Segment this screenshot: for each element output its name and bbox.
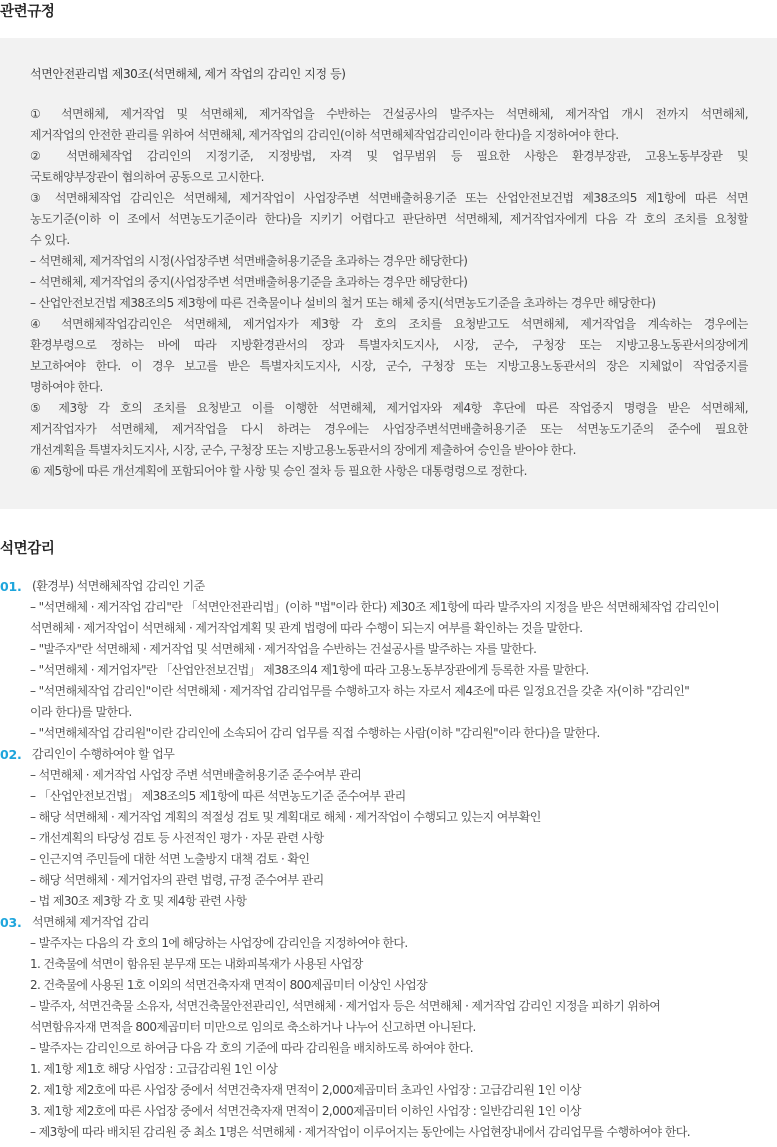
- section-03: [0, 912, 777, 1143]
- list-item: 3. 제1항 제2호에 따른 사업장 중에서 석면건축자재 면적이 2,000제곱미터 이하인 사업장 : 일반감리원 1인 이상: [30, 1104, 581, 1118]
- section-header: [0, 912, 777, 933]
- regulation-line: 농도기준(이하 이 조에서 석면농도기준이라 한다)을 지키기 어렵다고 판단하면 석면해체, 제거작업자에게 다음 각 호의 조치를 요청할: [30, 212, 748, 226]
- list-item: – "석면해체 · 제거작업 감리"란 「석면안전관리법」(이하 "법"이라 한다) 제30조 제1항에 따라 발주자의 지정을 받은 석면해체작업 감리인이: [30, 600, 720, 614]
- regulation-line: 명하여야 한다.: [30, 380, 103, 394]
- regulation-line: ⑤ 제3항 각 호의 조치를 요청받고 이를 이행한 석면해체, 제거업자와 제4항 후단에 따른 작업중지 명령을 받은 석면해체,: [30, 401, 748, 415]
- regulation-title: 석면안전관리법 제30조(석면해체, 제거 작업의 감리인 지정 등): [30, 67, 346, 81]
- list-item: – "석면해체작업 감리원"이란 감리인에 소속되어 감리 업무를 직접 수행하는 사람(이하 "감리원"이라 한다)을 말한다.: [30, 726, 600, 740]
- regulation-line: ③ 석면해체작업 감리인은 석면해체, 제거작업이 사업장주변 석면배출허용기준 또는 산업안전보건법 제38조의5 제1항에 따른 석면: [30, 191, 748, 205]
- section-heading-asbestos-supervision: 석면감리: [0, 541, 55, 557]
- section-number: 01.: [0, 579, 22, 594]
- list-item: – 발주자, 석면건축물 소유자, 석면건축물안전관리인, 석면해체 · 제거업자 등은 석면해체 · 제거작업 감리인 지정을 피하기 위하여: [30, 999, 661, 1013]
- regulation-line: 환경부령으로 정하는 바에 따라 지방환경관서의 장과 특별자치도지사, 시장, 군수, 구청장 또는 지방고용노동관서의장에게: [30, 338, 748, 352]
- list-item: 석면함유자재 면적을 800제곱미터 미만으로 임의로 축소하거나 나누어 신고하면 아니된다.: [30, 1020, 476, 1034]
- regulation-box: [0, 38, 777, 509]
- list-item: 2. 건축물에 사용된 1호 이외의 석면건축자재 면적이 800제곱미터 이상인 사업장: [30, 978, 428, 992]
- regulation-line: – 석면해체, 제거작업의 시정(사업장주변 석면배출허용기준을 초과하는 경우만 해당한다): [30, 254, 468, 268]
- list-item: – "석면해체작업 감리인"이란 석면해체 · 제거작업 감리업무를 수행하고자 하는 자로서 제4조에 따른 일정요건을 갖춘 자(이하 "감리인": [30, 684, 690, 698]
- regulation-body: [30, 104, 748, 482]
- section-title: 감리인이 수행하여야 할 업무: [32, 747, 175, 761]
- list-item: 2. 제1항 제2호에 따른 사업장 중에서 석면건축자재 면적이 2,000제곱미터 초과인 사업장 : 고급감리원 1인 이상: [30, 1083, 581, 1097]
- regulation-line: – 산업안전보건법 제38조의5 제3항에 따른 건축물이나 설비의 철거 또는 해체 중지(석면농도기준을 초과하는 경우만 해당한다): [30, 296, 656, 310]
- section-01: [0, 576, 777, 744]
- section-header: [0, 576, 777, 597]
- section-heading-related-regulations: 관련규정: [0, 4, 55, 20]
- regulation-line: 국토해양부장관이 협의하여 공동으로 고시한다.: [30, 170, 264, 184]
- regulation-line: ② 석면해체작업 감리인의 지정기준, 지정방법, 자격 및 업무범위 등 필요한 사항은 환경부장관, 고용노동부장관 및: [30, 149, 748, 163]
- regulation-line: 제거작업자가 석면해체, 제거작업을 다시 하려는 경우에는 사업장주변석면배출허용기준 또는 석면농도기준의 준수에 필요한: [30, 422, 748, 436]
- list-item: – 법 제30조 제3항 각 호 및 제4항 관련 사항: [30, 894, 247, 908]
- regulation-line: ④ 석면해체작업감리인은 석면해체, 제거업자가 제3항 각 호의 조치를 요청받고도 석면해체, 제거작업을 계속하는 경우에는: [30, 317, 748, 331]
- list-item: – "발주자"란 석면해체 · 제거작업 및 석면해체 · 제거작업을 수반하는 건설공사를 발주하는 자를 말한다.: [30, 642, 537, 656]
- regulation-line: 수 있다.: [30, 233, 70, 247]
- list-item: – 인근지역 주민들에 대한 석면 노출방지 대책 검토 · 확인: [30, 852, 310, 866]
- regulation-line: 보고하여야 한다. 이 경우 보고를 받은 특별자치도지사, 시장, 군수, 구청장 또는 지방고용노동관서의 장은 지체없이 작업중지를: [30, 359, 748, 373]
- list-item: – 해당 석면해체 · 제거업자의 관련 법령, 규정 준수여부 관리: [30, 873, 324, 887]
- list-item: – 석면해체 · 제거작업 사업장 주변 석면배출허용기준 준수여부 관리: [30, 768, 362, 782]
- regulation-line: ⑥ 제5항에 따른 개선계획에 포함되어야 할 사항 및 승인 절차 등 필요한 사항은 대통령령으로 정한다.: [30, 464, 527, 478]
- section-header: [0, 744, 777, 765]
- list-item: – "석면해체 · 제거업자"란 「산업안전보건법」 제38조의4 제1항에 따라 고용노동부장관에게 등록한 자를 말한다.: [30, 663, 589, 677]
- list-item: – 「산업안전보건법」 제38조의5 제1항에 따른 석면농도기준 준수여부 관리: [30, 789, 406, 803]
- list-item: 석면해체 · 제거작업이 석면해체 · 제거작업계획 및 관계 법령에 따라 수행이 되는지 여부를 확인하는 것을 말한다.: [30, 621, 583, 635]
- list-item: 1. 건축물에 석면이 함유된 분무재 또는 내화피복재가 사용된 사업장: [30, 957, 363, 971]
- section-02: [0, 744, 777, 912]
- regulation-line: – 석면해체, 제거작업의 중지(사업장주변 석면배출허용기준을 초과하는 경우만 해당한다): [30, 275, 468, 289]
- list-item: – 해당 석면해체 · 제거작업 계획의 적절성 검토 및 계획대로 해체 · 제거작업이 수행되고 있는지 여부확인: [30, 810, 541, 824]
- list-item: – 발주자는 다음의 각 호의 1에 해당하는 사업장에 감리인을 지정하여야 한다.: [30, 936, 408, 950]
- section-title: (환경부) 석면해체작업 감리인 기준: [32, 579, 205, 593]
- list-item: – 발주자는 감리인으로 하여금 다음 각 호의 기준에 따라 감리원을 배치하도록 하여야 한다.: [30, 1041, 473, 1055]
- list-item: 이라 한다)를 말한다.: [30, 705, 132, 719]
- section-title: 석면해체 제거작업 감리: [32, 915, 149, 929]
- section-number: 03.: [0, 915, 22, 930]
- regulation-line: 제거작업의 안전한 관리를 위하여 석면해체, 제거작업의 감리인(이하 석면해체작업감리인이라 한다)을 지정하여야 한다.: [30, 128, 619, 142]
- list-item: 1. 제1항 제1호 해당 사업장 : 고급감리원 1인 이상: [30, 1062, 278, 1076]
- list-item: – 제3항에 따라 배치된 감리원 중 최소 1명은 석면해체 · 제거작업이 이루어지는 동안에는 사업현장내에서 감리업무를 수행하여야 한다.: [30, 1125, 690, 1139]
- section-number: 02.: [0, 747, 22, 762]
- list-item: – 개선계획의 타당성 검토 등 사전적인 평가 · 자문 관련 사항: [30, 831, 324, 845]
- regulation-line: 개선계획을 특별자치도지사, 시장, 군수, 구청장 또는 지방고용노동관서의 장에게 제출하여 승인을 받아야 한다.: [30, 443, 576, 457]
- regulation-line: ① 석면해체, 제거작업 및 석면해체, 제거작업을 수반하는 건설공사의 발주자는 석면해체, 제거작업 개시 전까지 석면해체,: [30, 107, 748, 121]
